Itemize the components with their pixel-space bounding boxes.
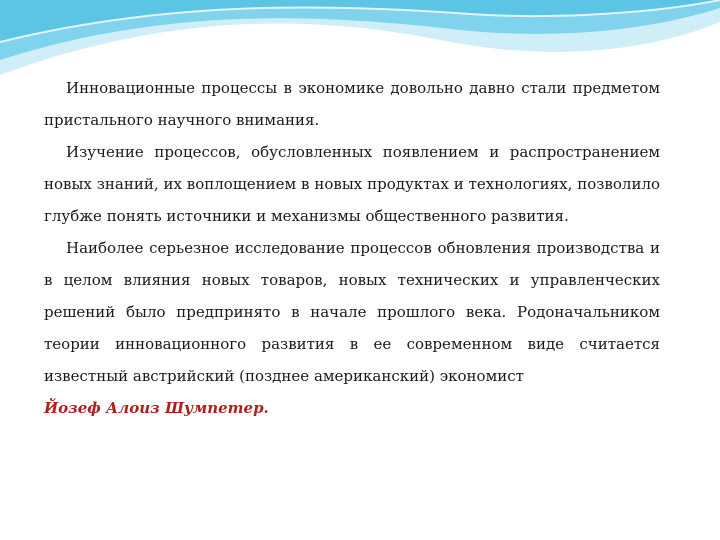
paragraph-innovation-intro: Инновационные процессы в экономике довольно давно стали предметом пристального научного внимания. [44,79,660,129]
slide-body [44,72,660,424]
author-name: Йозеф Алоиз Шумпетер. [44,399,269,417]
paragraph-schumpeter-theory: Наиболее серьезное исследование процессов обновления производства и в целом влияния новых товаров, новых технических и управленческих решений было предпринято в начале прошлого века. Родоначальником теории инновационного развития в ее современном виде считается известный австрийский (позднее американский) экономист [44,239,660,385]
paragraph-knowledge-study: Изучение процессов, обусловленных появлением и распространением новых знаний, их воплощением в новых продуктах и технологиях, позволило глубже понять источники и механизмы общественного развития. [44,143,660,225]
